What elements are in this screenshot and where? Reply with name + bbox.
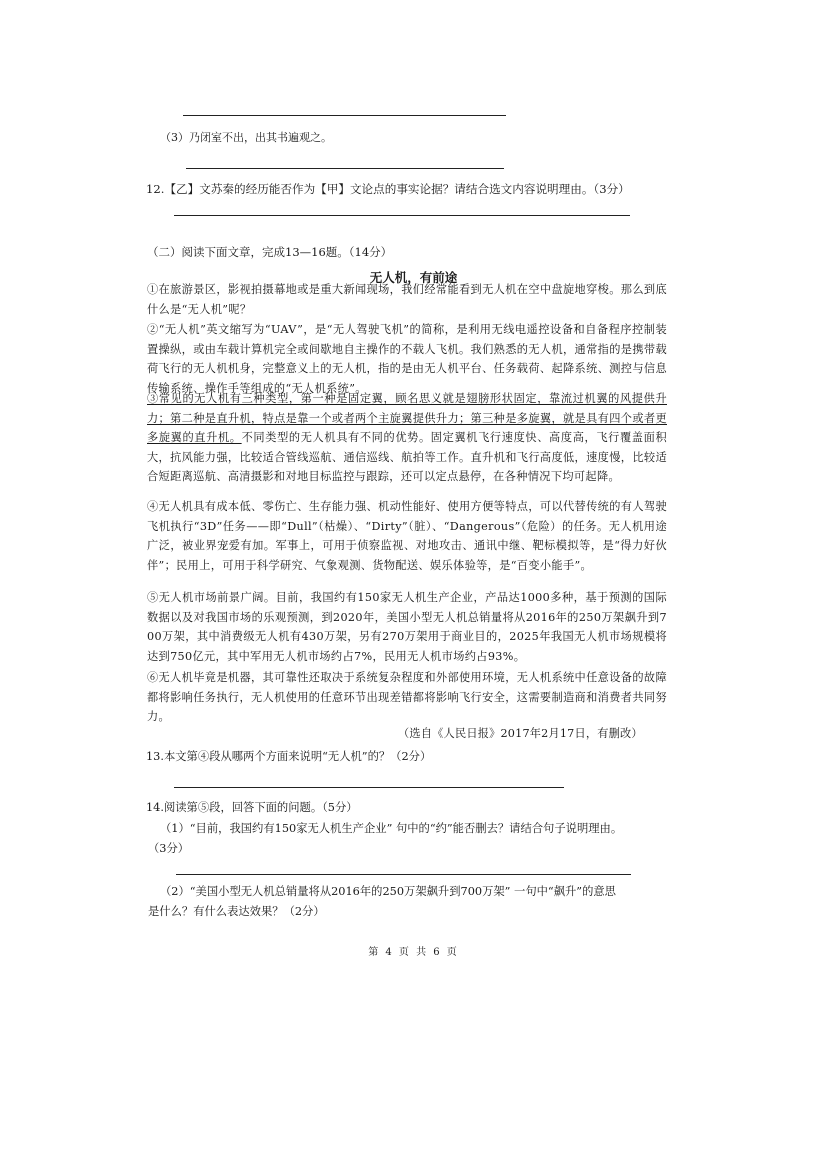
- page-footer: 第 4 页 共 6 页: [368, 947, 459, 958]
- section-header: （二）阅读下面文章，完成13—16题。（14分）: [147, 245, 393, 259]
- question-12: 12.【乙】文苏秦的经历能否作为【甲】文论点的事实论据？请结合选文内容说明理由。（3分）: [146, 182, 630, 196]
- article-paragraph-6: ⑥无人机毕竟是机器，其可靠性还取决于系统复杂程度和外部使用环境，无人机系统中任意设备的故障都将影响任务执行，无人机使用的任意环节出现差错都将影响飞行安全，这需要制造商和消费者共同努力。: [147, 671, 667, 724]
- article-paragraph-1: ①在旅游景区，影视拍摄幕地或是重大新闻现场，我们经常能看到无人机在空中盘旋地穿梭。那么到底什么是“无人机”呢？: [147, 283, 667, 316]
- article-source: （选自《人民日报》2017年2月17日，有删改）: [398, 727, 643, 740]
- question-14: 14.阅读第⑤段，回答下面的问题。（5分）: [146, 801, 358, 814]
- question-13: 13.本文第④段从哪两个方面来说明“无人机”的？（2分）: [146, 750, 432, 763]
- article-paragraph-2: ②“无人机”英文缩写为“UAV”，是“无人驾驶飞机”的简称，是利用无线电遥控设备和自备程序控制装置操纵，或由车载计算机完全或间歇地自主操作的不载人飞机。我们熟悉的无人机，通常指的是携带载荷飞行的无人机机身，完整意义上的无人机，指的是由无人机平台、任务载荷、起降系统、测控与信息传输系统、操作手等组成的“无人机系统”。: [147, 323, 667, 395]
- article-paragraph-3: [147, 389, 667, 507]
- answer-line[interactable]: [174, 215, 630, 216]
- underlined-sentence: ③常见的无人机有三种类型，第一种是固定翼，顾名思义就是翅膀形状固定，靠流过机翼的风提供升力；第二种是直升机，特点是靠一个或者两个主旋翼提供升力；第三种是多旋翼，就是具有四个或者更多旋翼的直升机。: [147, 392, 667, 445]
- answer-line[interactable]: [174, 787, 564, 788]
- answer-line[interactable]: [186, 168, 504, 169]
- question-14-sub1: （1）“目前，我国约有150家无人机生产企业” 句中的“约”能否删去？请结合句子说明理由。: [160, 822, 623, 835]
- answer-line[interactable]: [176, 874, 631, 875]
- answer-line[interactable]: [183, 115, 506, 116]
- article-paragraph-5: ⑤无人机市场前景广阔。目前，我国约有150家无人机生产企业，产品达1000多种，基于预测的国际数据以及对我国市场的乐观预测，到2020年，美国小型无人机总销量将从2016年的250万架飙升到700万架，其中消费级无人机有430万架，另有270万架用于商业目的，2025年我国无人机市场规模将达到750亿元，其中军用无人机市场约占7%，民用无人机市场约占93%。: [147, 591, 667, 663]
- question-14-sub2: （2）“美国小型无人机总销量将从2016年的250万架飙升到700万架” 一句中“飙升”的意思: [160, 885, 616, 898]
- question-14-sub1-score: （3分）: [148, 842, 190, 855]
- question-14-sub2-cont: 是什么？有什么表达效果？（2分）: [148, 905, 325, 918]
- article-title: 无人机，有前途: [369, 270, 458, 285]
- paragraph-3-rest: 不同类型的无人机具有不同的优势。固定翼机飞行速度快、高度高，飞行覆盖面积大，抗风能力强，比较适合管线巡航、通信巡线、航拍等工作。直升机和飞行高度低，速度慢，比较适合短距离巡航、高清摄影和对地目标监控与跟踪，还可以定点悬停，在各种情况下均可起降。: [147, 431, 667, 484]
- article-paragraph-4: ④无人机具有成本低、零伤亡、生存能力强、机动性能好、使用方便等特点，可以代替传统的有人驾驶飞机执行“3D”任务——即“Dull”（枯燥）、“Dirty”（脏）、“Dangerous”（危险）的任务。无人机用途广泛，被业界宠爱有加。军事上，可用于侦察监视、对地攻击、通讯中继、靶标模拟等，是“得力好伙伴”；民用上，可用于科学研究、气象观测、货物配送、娱乐体验等，是“百变小能手”。: [147, 500, 667, 572]
- question-11-3: （3）乃闭室不出，出其书遍观之。: [160, 131, 332, 144]
